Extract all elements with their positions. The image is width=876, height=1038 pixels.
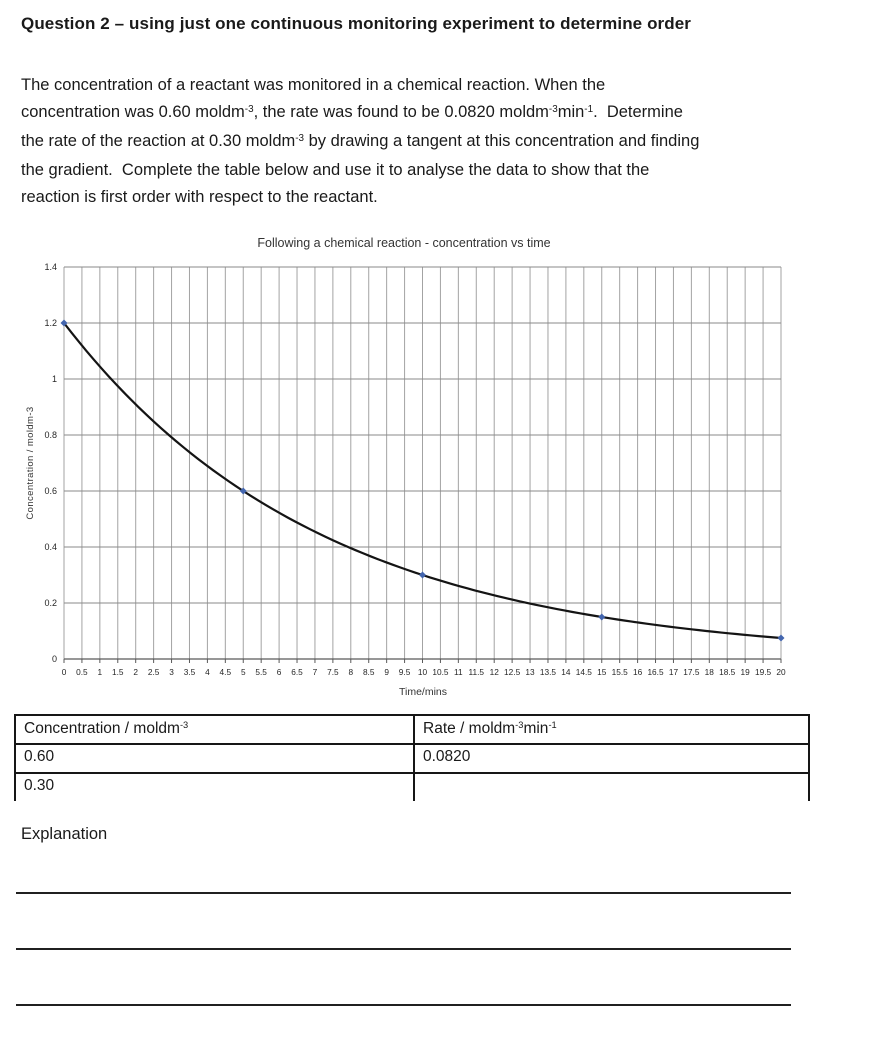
y-tick-label: 0.2 [44, 598, 57, 608]
concentration-value-cell: 0.60 [16, 745, 415, 772]
data-point-marker [778, 635, 785, 642]
data-point-marker [419, 572, 426, 579]
x-tick-label: 5.5 [255, 667, 267, 677]
answer-line-3[interactable] [16, 1004, 791, 1006]
question-text-line: The concentration of a reactant was monitored in a chemical reaction. When the [21, 76, 606, 94]
results-table [14, 714, 810, 801]
x-tick-label: 6 [276, 667, 282, 677]
y-tick-label: 1 [51, 374, 57, 384]
y-tick-label: 0.8 [44, 430, 57, 440]
question-text-line: concentration was 0.60 moldm$^{-3}$, the rate was found to be 0.0820 $moldm^{-3}\min^{-1}$. Determine [21, 103, 683, 121]
x-tick-label: 17 [668, 667, 679, 677]
x-tick-label: 19 [740, 667, 750, 677]
question-text-line: the rate of the reaction at 0.30 moldm$^{-3}$ by drawing a tangent at this concentration and finding [21, 132, 700, 150]
x-tick-label: 1 [97, 667, 103, 677]
results-table-header-row [16, 716, 808, 745]
answer-line-2[interactable] [16, 948, 791, 950]
x-tick-label: 8 [348, 667, 354, 677]
x-tick-label: 13 [525, 667, 535, 677]
x-tick-label: 2 [133, 667, 139, 677]
chart-title: Following a chemical reaction - concentration vs time [257, 236, 551, 250]
x-tick-label: 7 [312, 667, 318, 677]
question-text-line: the gradient. Complete the table below and use it to analyse the data to show that the [21, 161, 650, 179]
x-tick-label: 18 [704, 667, 714, 677]
explanation-label: Explanation [21, 825, 108, 843]
x-tick-label: 9.5 [398, 667, 411, 677]
x-tick-label: 2.5 [147, 667, 160, 677]
x-tick-label: 12 [489, 667, 499, 677]
rate-value-cell: 0.0820 [423, 748, 471, 765]
x-tick-label: 1.5 [112, 667, 124, 677]
y-tick-label: 0.6 [44, 486, 57, 496]
x-tick-label: 14.5 [575, 667, 592, 677]
y-tick-label: 0.4 [44, 542, 57, 552]
x-tick-label: 16.5 [647, 667, 664, 677]
x-tick-label: 3 [169, 667, 174, 677]
x-tick-label: 16 [632, 667, 643, 677]
x-tick-label: 10 [417, 667, 428, 677]
table-row [16, 774, 808, 801]
table-row [16, 745, 808, 774]
x-tick-label: 10.5 [432, 667, 449, 677]
x-tick-label: 17.5 [683, 667, 700, 677]
concentration-time-chart [0, 228, 876, 708]
question-text [21, 72, 699, 211]
x-tick-label: 0 [61, 667, 67, 677]
x-tick-label: 18.5 [719, 667, 736, 677]
x-tick-label: 9 [384, 667, 389, 677]
x-tick-label: 11 [454, 667, 463, 677]
x-tick-label: 19.5 [754, 667, 772, 677]
concentration-column-header: Concentration / moldm$^{-3}$ [16, 716, 415, 743]
x-tick-label: 20 [776, 667, 786, 677]
data-point-marker [598, 614, 605, 621]
x-tick-label: 3.5 [183, 667, 196, 677]
rate-answer-blank-cell[interactable] [415, 774, 808, 801]
x-tick-label: 15 [597, 667, 607, 677]
answer-line-1[interactable] [16, 892, 791, 894]
x-tick-label: 8.5 [362, 667, 375, 677]
x-tick-label: 6.5 [291, 667, 303, 677]
x-tick-label: 5 [240, 667, 246, 677]
y-axis-title: Concentration / moldm-3 [25, 406, 36, 520]
x-tick-label: 4.5 [219, 667, 232, 677]
x-tick-label: 13.5 [539, 667, 557, 677]
y-tick-label: 1.4 [44, 262, 57, 272]
y-tick-label: 0 [51, 654, 57, 664]
y-tick-label: 1.2 [44, 318, 57, 328]
x-tick-label: 4 [205, 667, 210, 677]
concentration-value-cell: 0.30 [16, 774, 415, 801]
rate-column-header: Rate / $moldm^{-3}\min^{-1}$ [423, 720, 557, 737]
x-tick-label: 7.5 [327, 667, 339, 677]
x-axis-title: Time/mins [398, 686, 448, 698]
question-heading: Question 2 – using just one continuous monitoring experiment to determine order [21, 14, 692, 33]
question-text-line: reaction is first order with respect to the reactant. [21, 188, 378, 206]
x-tick-label: 11.5 [468, 667, 485, 677]
x-tick-label: 14 [561, 667, 571, 677]
x-tick-label: 15.5 [611, 667, 628, 677]
x-tick-label: 0.5 [76, 667, 88, 677]
x-tick-label: 12.5 [504, 667, 521, 677]
